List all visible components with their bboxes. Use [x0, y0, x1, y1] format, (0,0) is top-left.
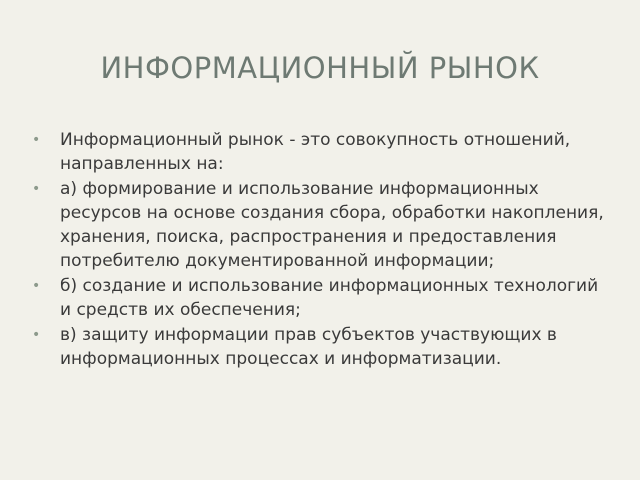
bullet-text: б) создание и использование информационных технологий и средств их обеспечения; — [60, 276, 599, 320]
bullet-text: в) защиту информации прав субъектов участвующих в информационных процессах и информатизации. — [60, 325, 557, 369]
bullet-text: а) формирование и использование информационных ресурсов на основе создания сбора, обработки накопления, хранения, поиска, распространения и предоставления потребителю документированной информации; — [60, 179, 604, 271]
bullet-dot-icon: • — [32, 278, 41, 294]
bullet-dot-icon: • — [32, 132, 41, 148]
bullet-item — [30, 323, 610, 371]
bullet-text: Информационный рынок - это совокупность отношений, направленных на: — [60, 130, 571, 174]
bullet-item — [30, 128, 610, 176]
slide-title: ИНФОРМАЦИОННЫЙ РЫНОК — [100, 51, 540, 85]
bullet-item — [30, 274, 610, 322]
bullet-dot-icon: • — [32, 181, 41, 197]
bullet-dot-icon: • — [32, 327, 41, 343]
bullet-item — [30, 177, 610, 273]
bullet-list — [30, 128, 610, 372]
